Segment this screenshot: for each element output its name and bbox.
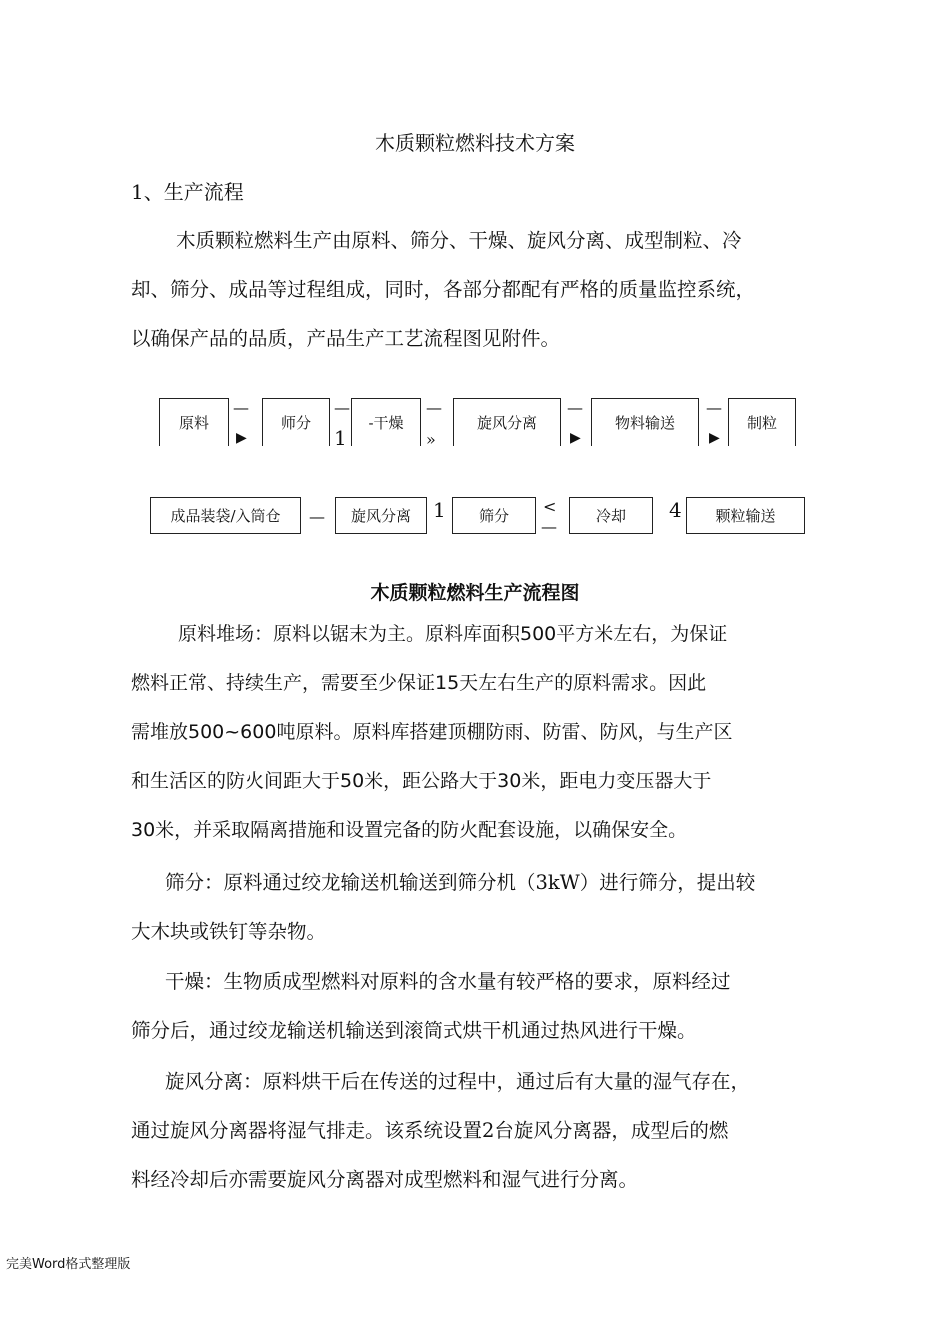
flow-box-screening: 师分 bbox=[262, 398, 330, 446]
document-title: 木质颗粒燃料技术方案 bbox=[375, 131, 575, 155]
flow-connector: — bbox=[309, 507, 325, 526]
flow-connector: — bbox=[233, 398, 249, 417]
text-line: 旋风分离：原料烘干后在传送的过程中，通过后有大量的湿气存在， bbox=[165, 1070, 751, 1093]
flow-connector: 1 bbox=[433, 498, 446, 522]
flow-connector: — bbox=[706, 398, 722, 417]
flow-connector: 4 bbox=[669, 498, 682, 522]
footer-note: 完美Word格式整理版 bbox=[6, 1257, 131, 1272]
text-line: 筛分后，通过绞龙输送机输送到滚筒式烘干机通过热风进行干燥。 bbox=[131, 1019, 697, 1042]
flow-box-screening-2: 筛分 bbox=[452, 497, 536, 534]
flow-connector: » bbox=[426, 430, 436, 449]
flow-connector: 1 bbox=[334, 426, 347, 450]
flow-box-drying: -干燥 bbox=[351, 398, 421, 446]
arrow-right-icon: ▶ bbox=[709, 430, 720, 446]
text-line: 以确保产品的品质，产品生产工艺流程图见附件。 bbox=[131, 327, 561, 350]
text-line: 30米，并采取隔离措施和设置完备的防火配套设施，以确保安全。 bbox=[131, 819, 688, 841]
text-line: 和生活区的防火间距大于50米，距公路大于30米，距电力变压器大于 bbox=[131, 770, 712, 792]
text-line: 需堆放500~600吨原料。原料库搭建顶棚防雨、防雷、防风，与生产区 bbox=[131, 721, 733, 743]
text-line: 通过旋风分离器将湿气排走。该系统设置2台旋风分离器，成型后的燃 bbox=[131, 1119, 729, 1142]
flow-connector: — bbox=[334, 398, 350, 417]
section-heading: 1、生产流程 bbox=[131, 180, 244, 204]
flow-box-pelletizing: 制粒 bbox=[728, 398, 796, 446]
text-line: 燃料正常、持续生产，需要至少保证15天左右生产的原料需求。因此 bbox=[131, 672, 707, 694]
screening-paragraph bbox=[131, 858, 831, 956]
figure-caption: 木质颗粒燃料生产流程图 bbox=[370, 582, 580, 604]
arrow-right-icon: ▶ bbox=[570, 430, 581, 446]
flow-connector: — bbox=[541, 517, 557, 536]
arrow-right-icon: ▶ bbox=[236, 430, 247, 446]
flow-box-pellet-conveying: 颗粒输送 bbox=[686, 497, 805, 534]
text-line: 木质颗粒燃料生产由原料、筛分、干燥、旋风分离、成型制粒、冷 bbox=[176, 229, 742, 252]
text-line: 料经冷却后亦需要旋风分离器对成型燃料和湿气进行分离。 bbox=[131, 1168, 639, 1191]
text-line: 筛分：原料通过绞龙输送机输送到筛分机（3kW）进行筛分，提出较 bbox=[165, 871, 756, 894]
arrow-left-icon: < bbox=[543, 497, 557, 516]
flow-connector: — bbox=[567, 398, 583, 417]
flow-box-raw-material: 原料 bbox=[159, 398, 229, 446]
intro-paragraph bbox=[131, 216, 831, 363]
cyclone-paragraph bbox=[131, 1057, 831, 1204]
flow-box-cyclone: 旋风分离 bbox=[453, 398, 561, 446]
flow-connector: — bbox=[426, 398, 442, 417]
flow-box-cyclone-2: 旋风分离 bbox=[335, 497, 427, 534]
text-line: 大木块或铁钉等杂物。 bbox=[131, 920, 327, 943]
flow-box-conveying: 物料输送 bbox=[591, 398, 699, 446]
flow-box-bagging: 成品装袋/入筒仓 bbox=[150, 497, 301, 534]
drying-paragraph bbox=[131, 957, 831, 1055]
text-line: 却、筛分、成品等过程组成，同时，各部分都配有严格的质量监控系统， bbox=[131, 278, 756, 301]
flow-box-cooling: 冷却 bbox=[569, 497, 653, 534]
raw-material-paragraph bbox=[131, 610, 831, 855]
text-line: 干燥：生物质成型燃料对原料的含水量有较严格的要求，原料经过 bbox=[165, 970, 731, 993]
text-line: 原料堆场：原料以锯末为主。原料库面积500平方米左右，为保证 bbox=[178, 623, 728, 645]
